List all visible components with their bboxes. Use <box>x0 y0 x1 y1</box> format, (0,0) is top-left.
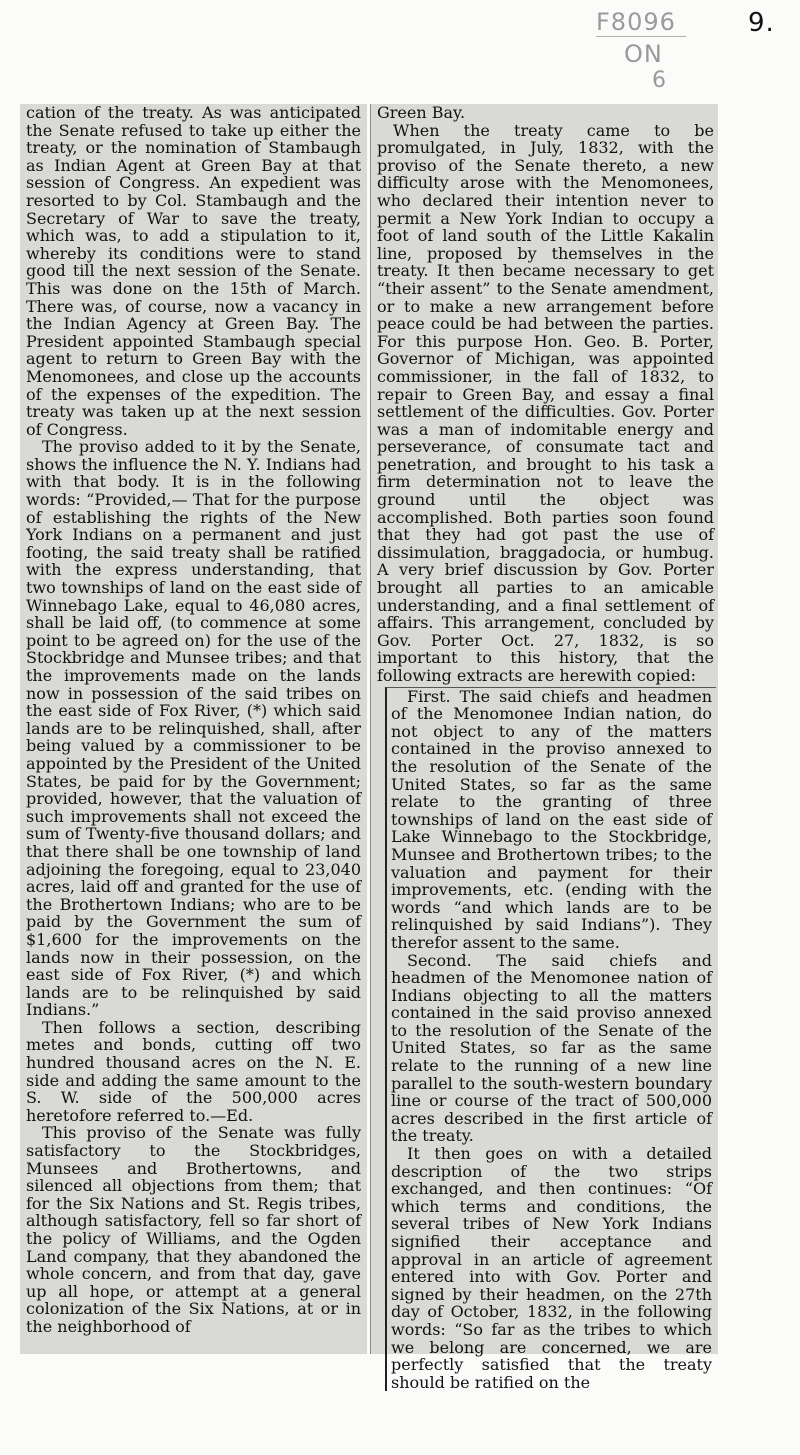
newspaper-clipping-left-column <box>20 104 367 1354</box>
paragraph: Second. The said chiefs and headmen of the Menomonee nation of Indians objecting to all the matters contained in the said proviso annexed to the resolution of the Senate of the United States, so far as the same relate to the running of a new line parallel to the south-western boundary line or course of the tract of 500,000 acres described in the first article of the treaty. <box>391 950 712 1146</box>
paragraph: The proviso added to it by the Senate, shows the influence the N. Y. Indians had with that body. It is in the following words: “Provided,— That for the purpose of establishing the rights of the New York Indians on a permanent and just footing, the said treaty shall be ratified with the express understanding, that two townships of land on the east side of Winnebago Lake, equal to 46,080 acres, shall be laid off, (to commence at some point to be agreed on) for the use of the Stockbridge and Munsee tribes; and that the improvements made on the lands now in possession of the said tribes on the east side of Fox River, (*) which said lands are to be relinquished, shall, after being valued by a commissioner to be appointed by the President of the United States, be paid for by the Government; provided, however, that the valuation of such improvements shall not exceed the sum of Twenty-five thousand dollars; and that there shall be one township of land adjoining the foregoing, equal to 23,040 acres, laid off and granted for the use of the Brothertown Indians; who are to be paid by the Government the sum of $1,600 for the improvements on the lands now in their possession, on the east side of Fox River, (*) and which lands are to be relinquished by said Indians.” <box>26 437 361 1020</box>
paragraph: This proviso of the Senate was fully satisfactory to the Stockbridges, Munsees and Brothertowns, and silenced all objections from them; that for the Six Nations and St. Regis tribes, although satisfactory, fell so far short of the policy of Williams, and the Ogden Land company, that they abandoned the whole concern, and from that day, gave up all hope, or attempt at a general colonization of the Six Nations, at or in the neighborhood of <box>26 1123 361 1336</box>
paragraph: cation of the treaty. As was anticipated the Senate refused to take up either the treaty, or the nomination of Stambaugh as Indian Agent at Green Bay at that session of Congress. An expedient was resorted to by Col. Stambaugh and the Secretary of War to save the treaty, which was, to add a stipulation to it, whereby its conditions were to stand good till the next session of the Senate. This was done on the 15th of March. There was, of course, now a vacancy in the Indian Agency at Green Bay. The President appointed Stambaugh special agent to return to Green Bay with the Menomonees, and close up the accounts of the expenses of the expedition. The treaty was taken up at the next session of Congress. <box>26 103 361 439</box>
archive-subcode-annotation: ON <box>624 40 663 68</box>
paragraph: When the treaty came to be promulgated, in July, 1832, with the proviso of the Senate thereto, a new difficulty arose with the Menomonees, who declared their intention never to permit a New York Indian to occupy a foot of land south of the Little Kakalin line, proposed by themselves in the treaty. It then became necessary to get “their assent” to the Senate amendment, or to make a new arrangement before peace could be had between the parties. For this purpose Hon. Geo. B. Porter, Governor of Michigan, was appointed commissioner, in the fall of 1832, to repair to Green Bay, and essay a final settlement of the difficulties. Gov. Porter was a man of indomitable energy and perseverance, of consumate tact and penetration, and brought to his task a firm determination not to leave the ground until the object was accomplished. Both parties soon found that they had got past the use of dissimulation, braggadocia, or humbug. A very brief discussion by Gov. Porter brought all parties to an amicable understanding, and a final settlement of affairs. This arrangement, concluded by Gov. Porter Oct. 27, 1832, is so important to this history, that the following extracts are herewith copied: <box>377 120 714 685</box>
quoted-extract <box>385 687 716 1392</box>
paragraph: Then follows a section, describing metes and bonds, cutting off two hundred thousand acres on the N. E. side and adding the same amount to the S. W. side of the 500,000 acres heretofore referred to.—Ed. <box>26 1017 361 1125</box>
paragraph: It then goes on with a detailed description of the two strips exchanged, and then continues: “Of which terms and conditions, the several tribes of New York Indians signified their acceptance and approval in an article of agreement entered into with Gov. Porter and signed by their headmen, on the 27th day of October, 1832, in the following words: “So far as the tribes to which we belong are concerned, we are perfectly satisfied that the treaty should be ratified on the <box>391 1144 712 1392</box>
page-number: 9. <box>748 8 775 38</box>
archive-code-annotation: F8096 <box>596 8 686 37</box>
paragraph: First. The said chiefs and headmen of the Menomonee Indian nation, do not object to any of the matters contained in the proviso annexed to the resolution of the Senate of the United States, so far as the same relate to the granting of three townships of land on the east side of Lake Winnebago to the Stockbridge, Munsee and Brothertown tribes; to the valuation and payment for their improvements, etc. (ending with the words “and which lands are to be relinquished by said Indians”). They therefor assent to the same. <box>391 686 712 952</box>
archive-subcode-number-annotation: 6 <box>652 68 667 93</box>
paragraph: Green Bay. <box>377 103 466 122</box>
newspaper-clipping-right-column <box>370 103 718 1392</box>
